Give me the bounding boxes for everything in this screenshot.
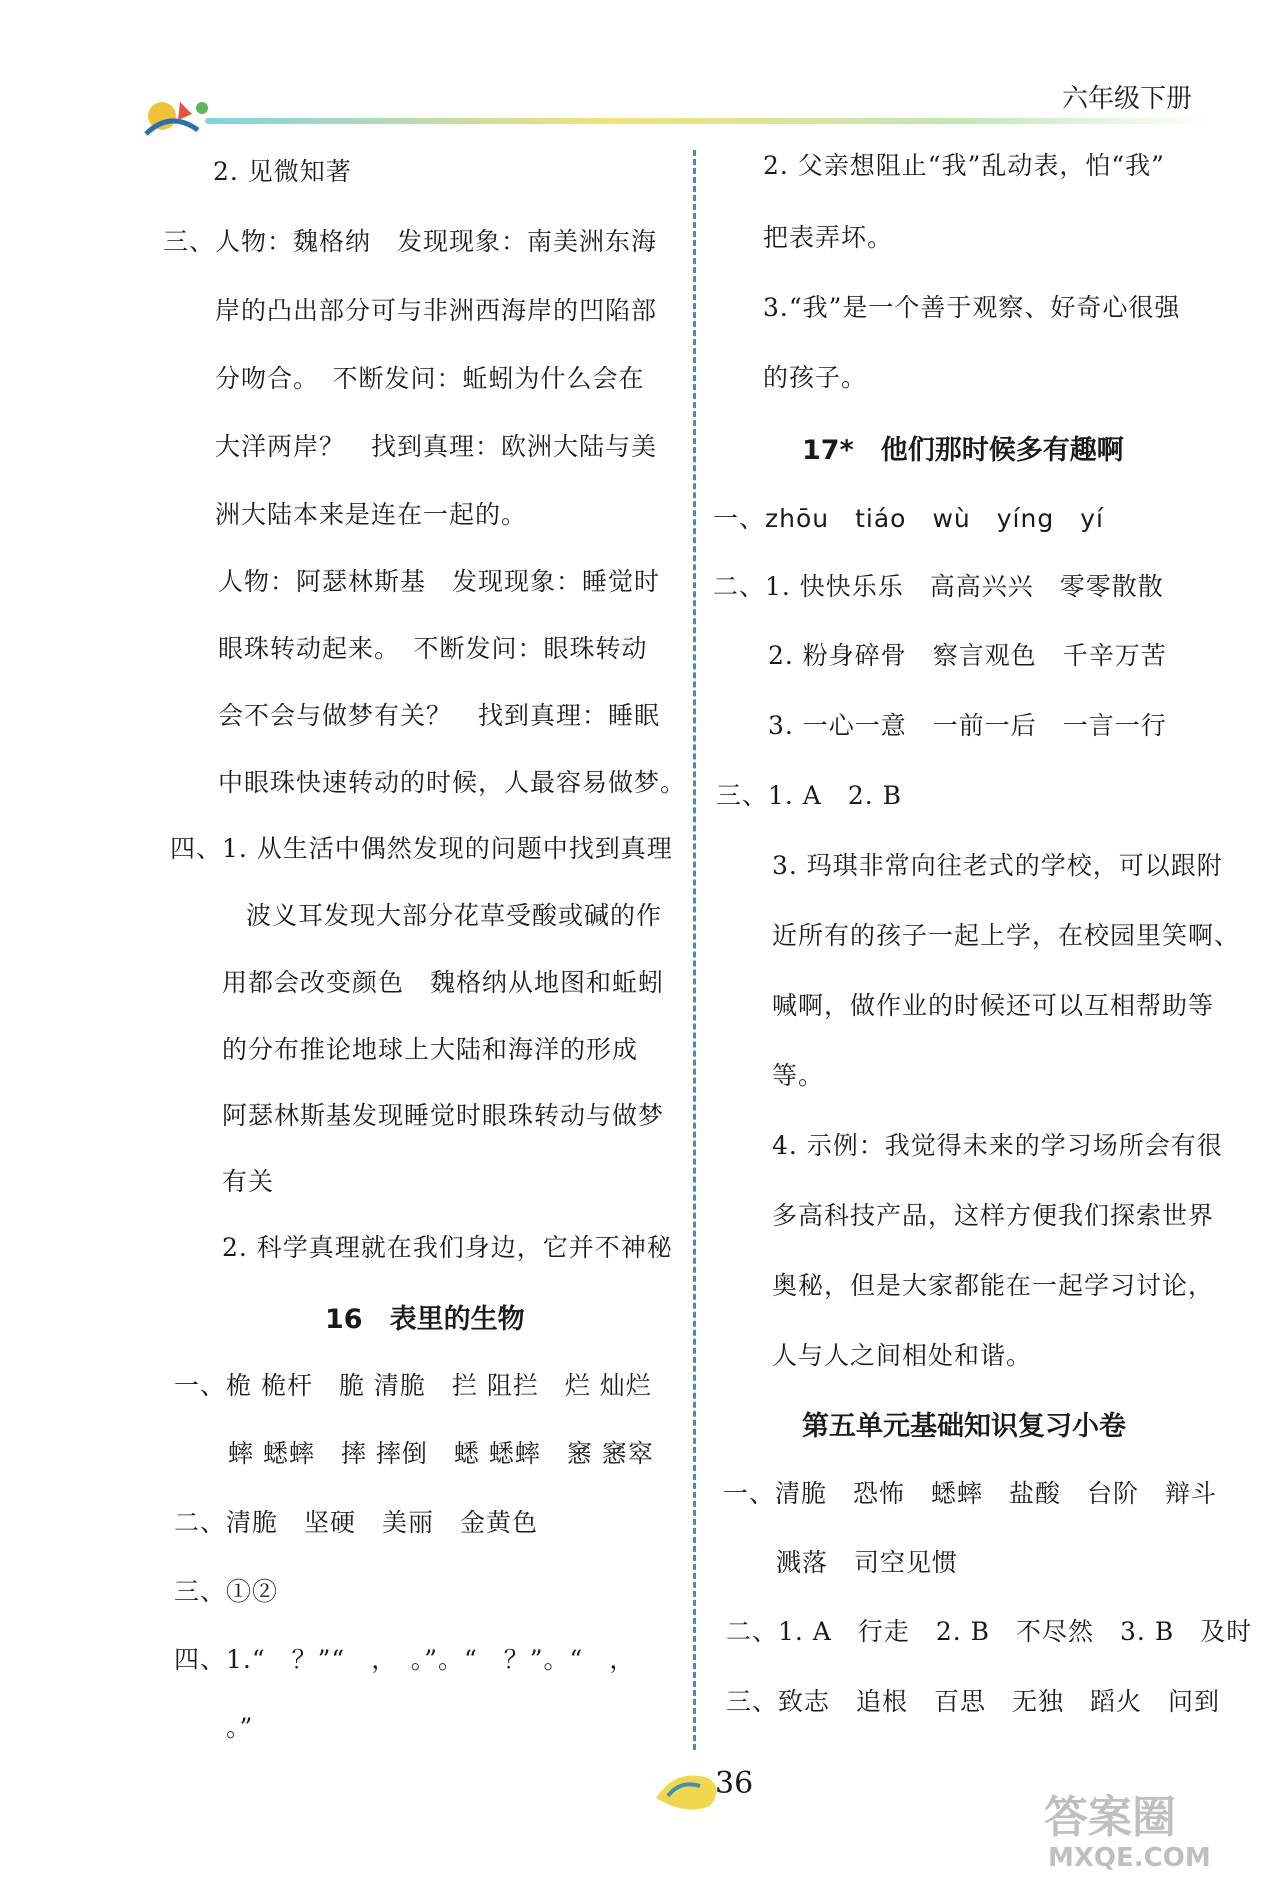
answer-line: 会不会与做梦有关？ 找到真理：睡眠 <box>218 701 661 730</box>
grade-label: 六年级下册 <box>1061 84 1192 114</box>
answer-line: 多高科技产品，这样方便我们探索世界 <box>772 1201 1215 1230</box>
answer-line: 有关 <box>222 1167 275 1196</box>
answer-line: 人物：阿瑟林斯基 发现现象：睡觉时 <box>218 567 661 596</box>
answer-line: 二、清脆 坚硬 美丽 金黄色 <box>174 1508 539 1537</box>
answer-line: 一、zhōu tiáo wù yíng yí <box>713 504 1104 533</box>
answer-line: 2. 科学真理就在我们身边，它并不神秘 <box>222 1233 673 1262</box>
answer-line: 阿瑟林斯基发现睡觉时眼珠转动与做梦 <box>222 1101 665 1130</box>
answer-line: 四、1.“ ？”“ ， 。”。“ ？”。“ ， <box>174 1645 636 1674</box>
section-title: 16 表里的生物 <box>325 1304 525 1335</box>
answer-line: 眼珠转动起来。 不断发问：眼珠转动 <box>218 634 648 663</box>
answer-line: 波义耳发现大部分花草受酸或碱的作 <box>246 901 663 930</box>
answer-line: 2. 粉身碎骨 察言观色 千辛万苦 <box>768 641 1167 670</box>
answer-line: 大洋两岸？ 找到真理：欧洲大陆与美 <box>215 432 658 461</box>
column-divider <box>693 150 696 1750</box>
answer-line: 中眼珠快速转动的时候，人最容易做梦。 <box>218 768 687 797</box>
answer-line: 人与人之间相处和谐。 <box>772 1341 1033 1370</box>
answer-line: 近所有的孩子一起上学，在校园里笑啊、 <box>772 921 1241 950</box>
answer-line: 等。 <box>772 1061 825 1090</box>
answer-line: 。” <box>226 1713 254 1742</box>
answer-line: 把表弄坏。 <box>763 223 894 252</box>
answer-line: 蟀 蟋蟀 摔 摔倒 蟋 蟋蟀 窸 窸窣 <box>228 1439 654 1468</box>
answer-line: 三、①② <box>174 1577 279 1606</box>
answer-line: 一、桅 桅杆 脆 清脆 拦 阻拦 烂 灿烂 <box>174 1371 652 1400</box>
answer-line: 二、1. A 行走 2. B 不尽然 3. B 及时 <box>726 1617 1253 1646</box>
watermark-line1: 答案圈 <box>1044 1792 1176 1843</box>
answer-line: 三、1. A 2. B <box>716 781 903 810</box>
section-title: 第五单元基础知识复习小卷 <box>802 1411 1126 1442</box>
page-number: 36 <box>715 1766 754 1801</box>
answer-line: 溅落 司空见惯 <box>776 1548 959 1577</box>
watermark-logo <box>1036 1778 1246 1876</box>
answer-line: 一、清脆 恐怖 蟋蟀 盐酸 台阶 辩斗 <box>723 1479 1218 1508</box>
answer-line: 的孩子。 <box>763 363 868 392</box>
answer-line: 3. 玛琪非常向往老式的学校，可以跟附 <box>772 851 1223 880</box>
answer-line: 奥秘，但是大家都能在一起学习讨论， <box>772 1271 1215 1300</box>
watermark-line2: MXQE.COM <box>1048 1843 1211 1873</box>
answer-line: 2. 见微知著 <box>213 157 352 186</box>
answer-line: 洲大陆本来是连在一起的。 <box>215 500 528 529</box>
header-rule <box>205 118 1215 124</box>
answer-line: 四、1. 从生活中偶然发现的问题中找到真理 <box>170 834 673 863</box>
answer-line: 喊啊，做作业的时候还可以互相帮助等 <box>772 991 1215 1020</box>
answer-line: 三、致志 追根 百思 无独 蹈火 问到 <box>726 1687 1221 1716</box>
answer-line: 分吻合。 不断发问：蚯蚓为什么会在 <box>215 364 645 393</box>
section-title: 17* 他们那时候多有趣啊 <box>802 435 1124 466</box>
answer-line: 二、1. 快快乐乐 高高兴兴 零零散散 <box>713 572 1164 601</box>
answer-line: 三、人物：魏格纳 发现现象：南美洲东海 <box>163 227 658 256</box>
answer-line: 3. 一心一意 一前一后 一言一行 <box>768 711 1167 740</box>
answer-line: 的分布推论地球上大陆和海洋的形成 <box>222 1035 639 1064</box>
answer-line: 岸的凸出部分可与非洲西海岸的凹陷部 <box>215 296 658 325</box>
answer-line: 2. 父亲想阻止“我”乱动表，怕“我” <box>763 151 1165 180</box>
answer-line: 4. 示例：我觉得未来的学习场所会有很 <box>772 1131 1223 1160</box>
answer-line: 3.“我”是一个善于观察、好奇心很强 <box>763 293 1181 322</box>
answer-line: 用都会改变颜色 魏格纳从地图和蚯蚓 <box>222 968 665 997</box>
